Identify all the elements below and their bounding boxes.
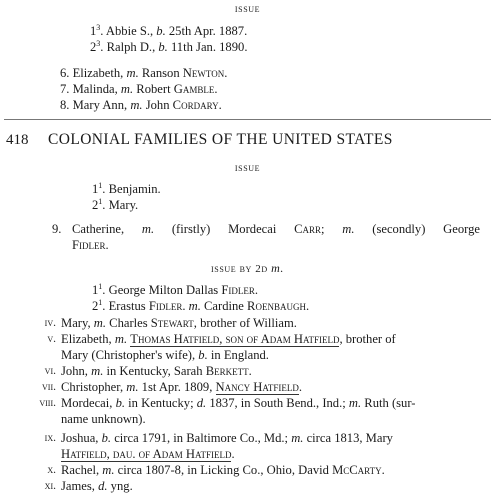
child-entry-benjamin: $1^1$. Benjamin. [92,181,161,197]
entry-mary-stewart: Mary, m. Charles Stewart, brother of William. [61,316,297,330]
child-entry-mary: $2^1$. Mary. [92,197,139,213]
entry-john-berkett: John, m. in Kentucky, Sarah Berkett. [61,364,252,378]
child-entry-ralph: $2^3$. Ralph D., b. 11th Jan. 1890. [90,39,248,55]
section-heading-issue-by-2d: issue by 2d m. [211,261,284,275]
child-entry-erastus-fidler: $2^1$. Erastus Fidler. m. Cardine Roenbaugh. [92,298,310,314]
entry-number-v: v. [47,333,56,345]
entry-christopher: Christopher, m. 1st Apr. 1809, Nancy Hatfield. [61,380,302,394]
entry-rachel-mccarty: Rachel, m. circa 1807-8, in Licking Co., Ohio, David McCarty. [61,463,385,477]
entry-number-iv: iv. [44,317,56,329]
entry-number-x: x. [47,464,56,476]
section-heading-issue: issue [234,3,261,15]
entry-malinda-gamble: 7. Malinda, m. Robert Gamble. [60,82,218,96]
underlined-name: Thomas Hatfield, son of Adam Hatfield [130,332,340,346]
entry-mordecai-line1: Mordecai, b. in Kentucky; d. 1837, in South Bend., Ind.; m. Ruth (sur- [61,396,416,410]
entry-mary-ann-cordary: 8. Mary Ann, m. John Cordary. [60,98,222,112]
entry-number-xi: xi. [44,480,56,492]
entry-elizabeth-hatfield-line1: Elizabeth, m. Thomas Hatfield, son of Adam Hatfield, brother of [61,332,396,346]
entry-number-vi: vi. [44,365,56,377]
entry-elizabeth-hatfield-line2: Mary (Christopher's wife), b. in England. [61,348,269,362]
entry-number-9: 9. [52,222,62,236]
child-entry-george-fidler: $1^1$. George Milton Dallas Fidler. [92,282,258,298]
page-number: 418 [6,132,29,148]
child-entry-abbie: $1^3$. Abbie S., b. 25th Apr. 1887. [90,23,248,39]
entry-number-vii: vii. [42,381,56,393]
entry-catherine-line2: Fidler. [72,238,109,252]
entry-james: James, d. yng. [61,479,133,493]
underlined-name: Nancy Hatfield [215,380,299,394]
entry-number-ix: ix. [44,432,56,444]
entry-joshua-line1: Joshua, b. circa 1791, in Baltimore Co., Md.; m. circa 1813, Mary [61,431,393,445]
entry-number-viii: viii. [39,397,56,409]
page-divider [4,119,491,120]
entry-elizabeth-newton: 6. Elizabeth, m. Ranson Newton. [60,66,228,80]
entry-mordecai-line2: name unknown). [61,412,146,426]
entry-catherine-line1: Catherine, m. (firstly) Mordecai Carr; m. (secondly) George [72,222,481,236]
entry-joshua-line2: Hatfield, dau. of Adam Hatfield. [61,447,235,461]
underlined-name: Hatfield, dau. of Adam Hatfield [61,447,232,461]
running-head: COLONIAL FAMILIES OF THE UNITED STATES [48,131,393,148]
section-heading-issue-2: issue [234,162,261,174]
